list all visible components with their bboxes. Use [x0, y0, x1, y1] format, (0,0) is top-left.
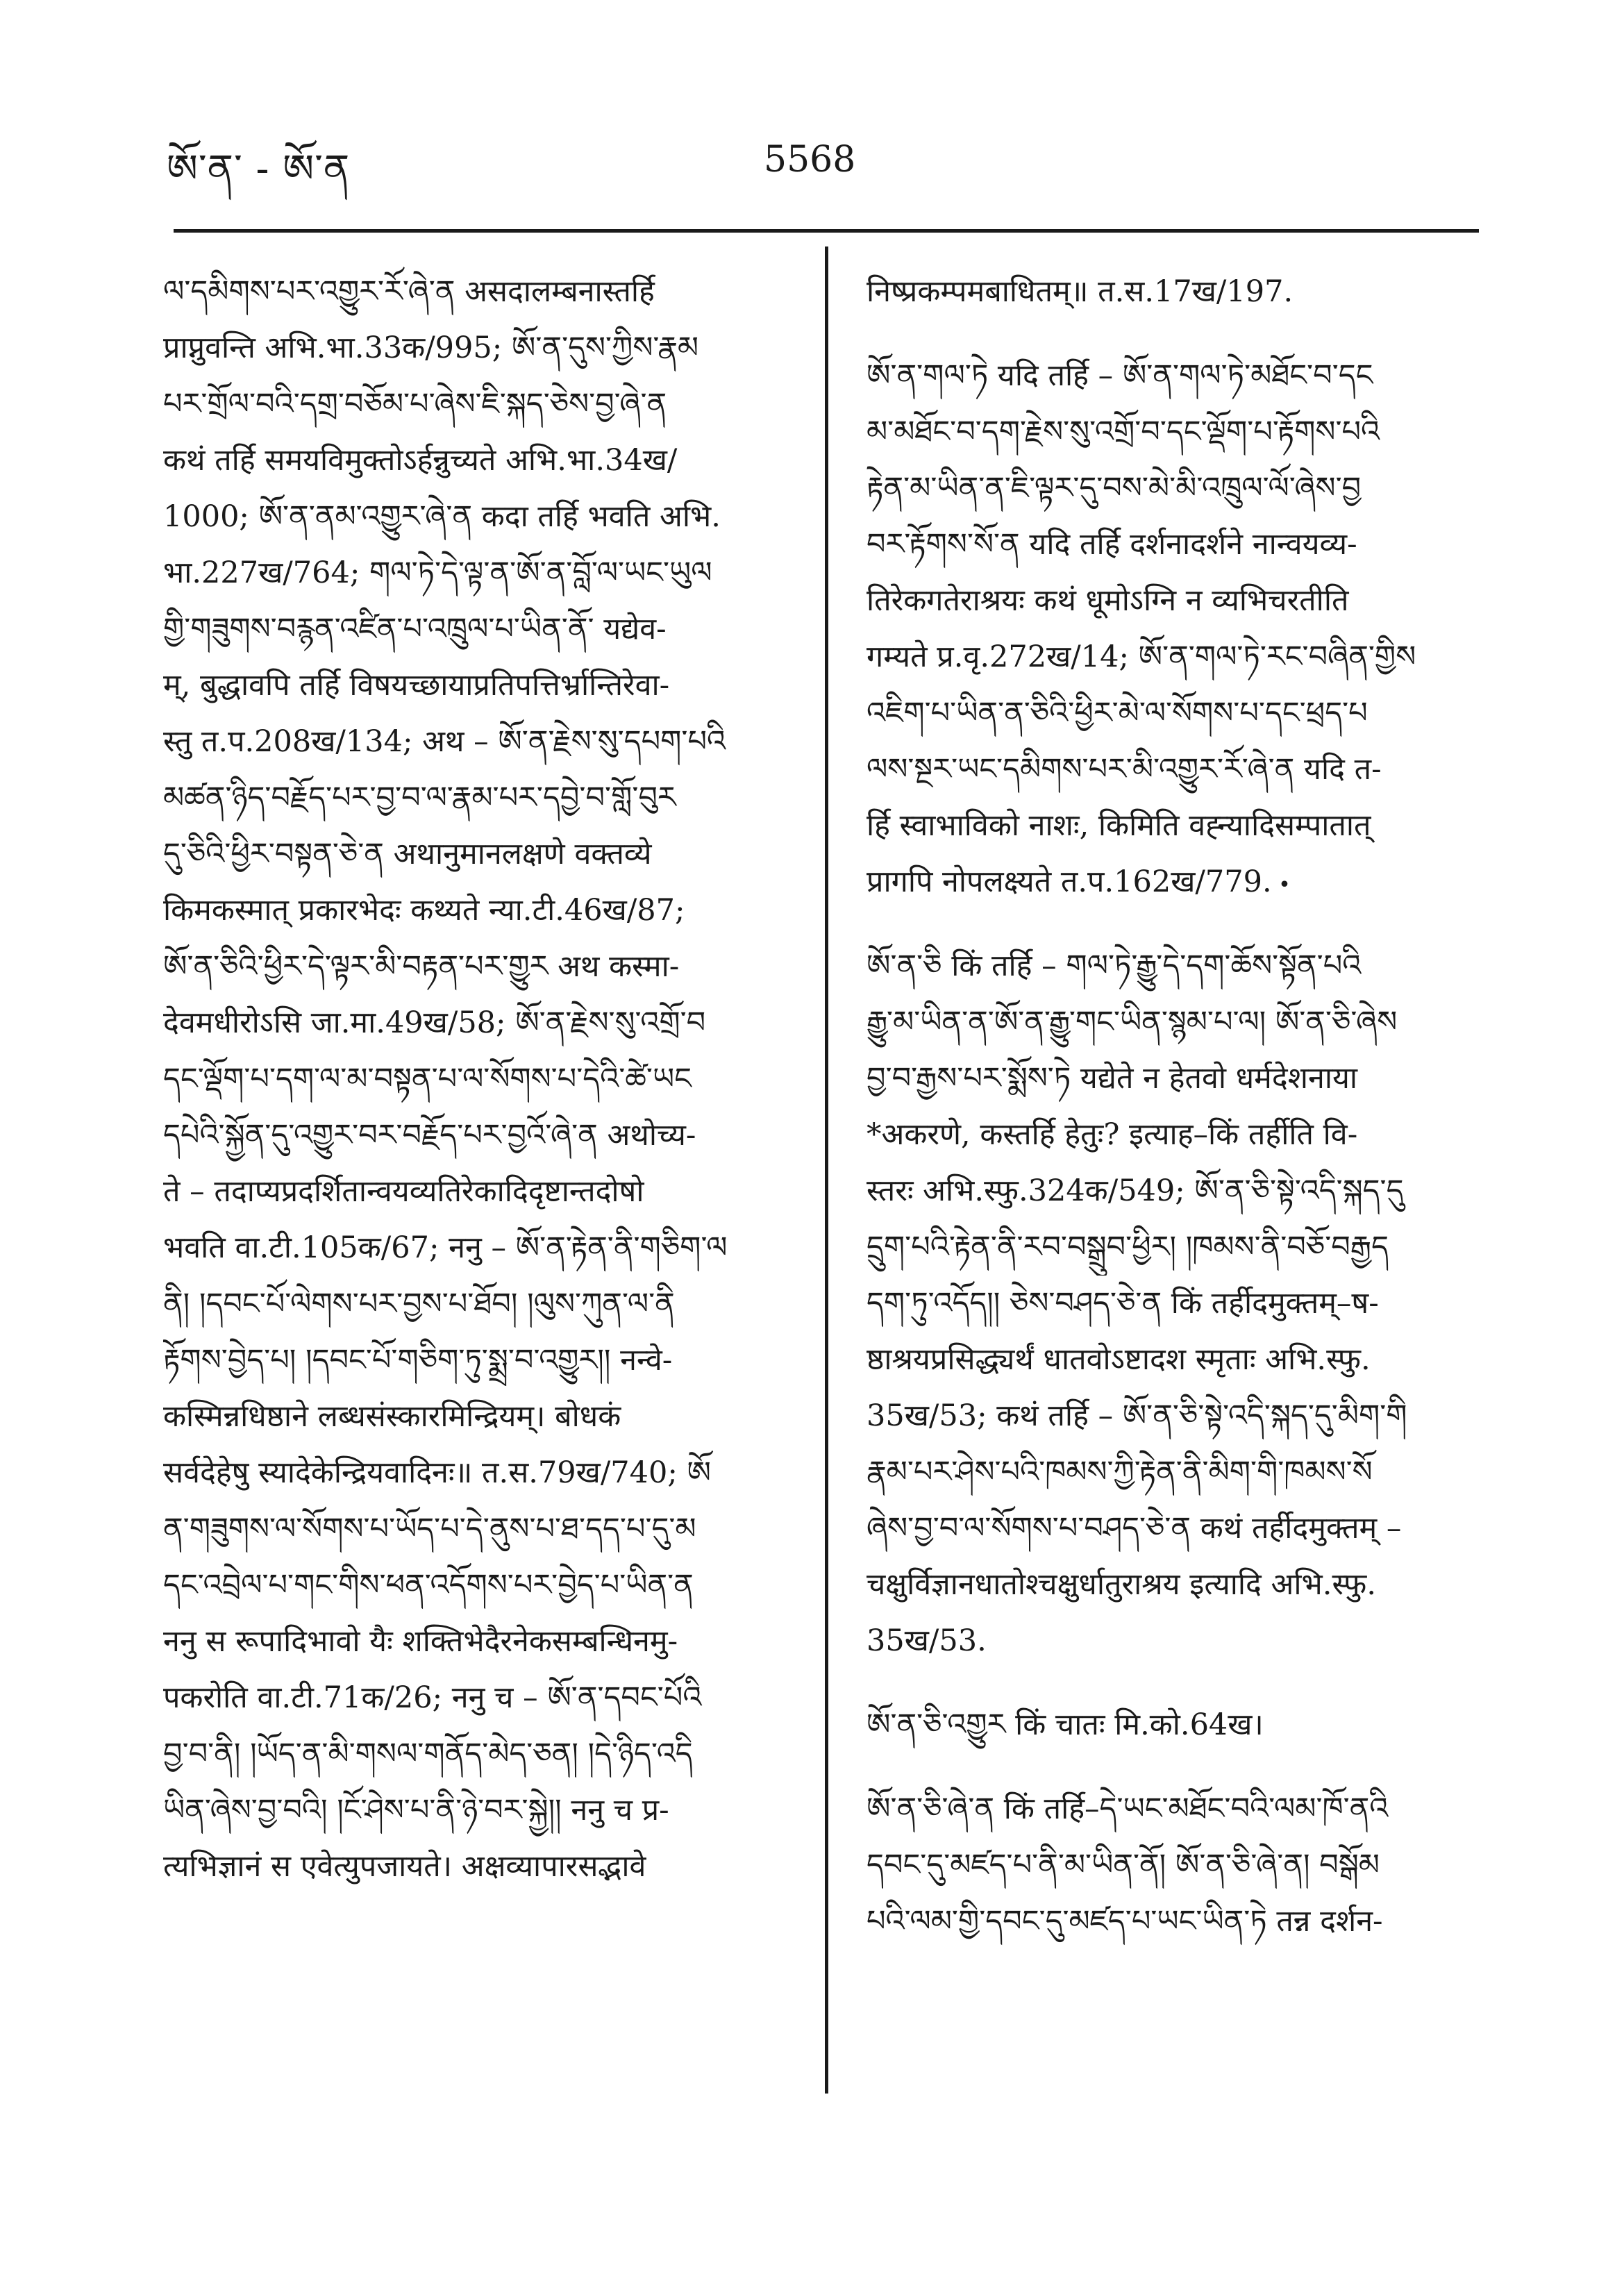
- text-line: ནི། །དབང་པོ་ལེགས་པར་བྱས་པ་ཐོབ། །ལུས་ཀུན་ལ་ནི: [163, 1287, 675, 1321]
- text-line: किमकस्मात् प्रकारभेदः कथ्यते न्या.टी.46ख/87;: [163, 893, 685, 928]
- text-line: निष्प्रकम्पमबाधितम्॥ त.स.17ख/197.: [867, 274, 1294, 309]
- text-line: ཨོ་ན་ཅི་ཞེ་ན किं तर्हि–དེ་ཡང་མཐོང་བའི་ལམ་ཁོ་ནའི: [867, 1791, 1389, 1826]
- header-rule: [174, 229, 1479, 233]
- text-line: *अकरणे, कस्तर्हि हेतुः? इत्याह–किं तर्हीति वि-: [867, 1117, 1358, 1152]
- text-line: भा.227ख/764; གལ་ཏེ་དེ་ལྟ་ན་ཨོ་ན་བློ་ལ་ཡང་ཡུལ: [163, 555, 712, 590]
- paragraph-gap: [867, 1669, 1491, 1697]
- text-line: प्रागपि नोपलक्ष्यते त.प.162ख/779. •: [867, 864, 1291, 899]
- text-line: ལས་སྔར་ཡང་དམིགས་པར་མི་འགྱུར་རོ་ཞེ་ན यदि त-: [867, 752, 1382, 787]
- bullet-mark: •: [1271, 873, 1291, 897]
- text-line: कथं तर्हि समयविमुक्तोऽर्हन्नुच्यते अभि.भा.34ख/: [163, 443, 678, 478]
- page-number: 5568: [764, 139, 856, 181]
- text-line: རྣམ་པར་ཤེས་པའི་ཁམས་ཀྱི་རྟེན་ནི་མིག་གི་ཁམས་སོ: [867, 1455, 1373, 1489]
- paragraph-gap: [867, 320, 1491, 348]
- text-line: པར་གྲོལ་བའི་དགྲ་བཅོམ་པ་ཞེས་ཇི་སྐད་ཅེས་བྱ་ཞེ་ན: [163, 387, 667, 421]
- text-line: མ་མཐོང་བ་དག་རྗེས་སུ་འགྲོ་བ་དང་ལྡོག་པ་རྟོགས་པའི: [867, 415, 1380, 449]
- paragraph-gap: [867, 1753, 1491, 1781]
- text-line: བར་རྟོགས་སོ་ན यदि तर्हि दर्शनादर्शने नान्वयव्य-: [867, 527, 1357, 562]
- text-line: རྟེན་མ་ཡིན་ན་ཇི་ལྟར་དུ་བས་མེ་མི་འཁྲུལ་ལོ་ཞེས་བྱ: [867, 471, 1362, 506]
- text-line: དབང་དུ་མཛད་པ་ནི་མ་ཡིན་ནོ། ཨོ་ན་ཅི་ཞེ་ན། བསྒོམ: [867, 1848, 1380, 1882]
- text-line: गम्यते प्र.वृ.272ख/14; ཨོ་ན་གལ་ཏེ་རང་བཞིན་གྱིས: [867, 640, 1416, 674]
- text-line: དང་ལྡོག་པ་དག་ལ་མ་བསྟན་པ་ལ་སོགས་པ་དེའི་ཚེ་ཡང: [163, 1062, 692, 1096]
- text-line: ཨོ་ན་གལ་ཏེ यदि तर्हि – ཨོ་ན་གལ་ཏེ་མཐོང་བ་དང: [867, 358, 1373, 393]
- text-line: གྱི་གཟུགས་བརྙན་འཛིན་པ་འཁྲུལ་པ་ཡིན་ནོ་ यद्येव-: [163, 612, 667, 646]
- text-line: त्यभिज्ञानं स एवेत्युपजायते। अक्षव्यापारसद्भावे: [163, 1849, 646, 1884]
- text-line: ཡིན་ཞེས་བྱ་བའི། །ངོ་ཤེས་པ་ནི་ཉེ་བར་སྐྱེ།། ननु च प्र-: [163, 1793, 669, 1828]
- text-line: पकरोति वा.टी.71क/26; ननु च – ཨོ་ན་དབང་པོའི: [163, 1680, 702, 1715]
- text-line: ལ་དམིགས་པར་འགྱུར་རོ་ཞེ་ན असदालम्बनास्तर्हि: [163, 274, 655, 309]
- text-line: ननु स रूपादिभावो यैः शक्तिभेदैरनेकसम्बन्धिनमु-: [163, 1624, 678, 1659]
- left-column: [163, 264, 788, 1895]
- text-line: ན་གཟུགས་ལ་སོགས་པ་ཡོད་པ་དེ་ནུས་པ་ཐ་དད་པ་དུ་མ: [163, 1512, 696, 1546]
- text-line: प्राप्नुवन्ति अभि.भा.33क/995; ཨོ་ན་དུས་ཀྱིས་རྣམ: [163, 331, 699, 365]
- text-line: चक्षुर्विज्ञानधातोश्चक्षुर्धातुराश्रय इत्यादि अभि.स्फु.: [867, 1567, 1376, 1602]
- text-line: རྟོགས་བྱེད་པ། །དབང་པོ་གཅིག་ཏུ་སྨྲ་བ་འགྱུར།། नन्वे-: [163, 1343, 673, 1378]
- text-line: देवमधीरोऽसि जा.मा.49ख/58; ཨོ་ན་རྗེས་སུ་འགྲོ་བ: [163, 1005, 706, 1040]
- text-line: ष्ठाश्रयप्रसिद्ध्यर्थं धातवोऽष्टादश स्मृताः अभि.स्फु.: [867, 1342, 1371, 1377]
- text-line: तिरेकगतेराश्रयः कथं धूमोऽग्नि न व्यभिचरतीति: [867, 583, 1349, 618]
- text-line: དཔེའི་སྐྱོན་དུ་འགྱུར་བར་བརྗོད་པར་བྱའོ་ཞེ་ན अथोच्य-: [163, 1118, 696, 1153]
- text-line: कस्मिन्नधिष्ठाने लब्धसंस्कारमिन्द्रियम्। बोधकं: [163, 1399, 621, 1434]
- column-divider: [825, 247, 828, 2094]
- text-line: རྒྱུ་མ་ཡིན་ན་ཨོ་ན་རྒྱུ་གང་ཡིན་སྙམ་པ་ལ། ཨོ་ན་ཅི་ཞེས: [867, 1005, 1398, 1039]
- text-line: 1000; ཨོ་ན་ནམ་འགྱུར་ཞེ་ན कदा तर्हि भवति अभि.: [163, 499, 721, 534]
- text-line: भवति वा.टी.105क/67; ननु – ཨོ་ན་རྟེན་ནི་གཅིག་ལ: [163, 1230, 728, 1265]
- right-column: [867, 264, 1491, 1950]
- text-line: स्तरः अभि.स्फु.324क/549; ཨོ་ན་ཅི་སྟེ་འདི་སྐད་དུ: [867, 1173, 1404, 1208]
- text-line: म्, बुद्धावपि तर्हि विषयच्छायाप्रतिपत्तिर्भ्रान्तिरेवा-: [163, 668, 670, 703]
- text-line: ཨོ་ན་ཅི་འགྱུར किं चातः मि.को.64ख।: [867, 1707, 1264, 1742]
- text-line: མཚན་ཉིད་བརྗོད་པར་བྱ་བ་ལ་རྣམ་པར་དབྱེ་བ་གློ་བུར: [163, 780, 676, 815]
- text-line: བྱ་བ་རྒྱས་པར་སྨོས་ཏེ यद्येते न हेतवो धर्मदेशनाया: [867, 1061, 1358, 1096]
- text-line: 35ख/53; कथं तर्हि – ཨོ་ན་ཅི་སྟེ་འདི་སྐད་དུ་མིག་གི: [867, 1398, 1407, 1433]
- text-line: དང་འབྲེལ་པ་གང་གིས་ཕན་འདོགས་པར་བྱེད་པ་ཡིན་ན: [163, 1568, 694, 1603]
- text-line: ཨོ་ན་ཅིའི་ཕྱིར་དེ་ལྟར་མི་བརྟན་པར་གྱུར अथ कस्मा-: [163, 949, 680, 984]
- paragraph-gap: [867, 910, 1491, 938]
- text-line: ཨོ་ན་ཅི किं तर्हि – གལ་ཏེ་རྒྱུ་དེ་དག་ཆོས་སྟོན་པའི: [867, 949, 1362, 983]
- text-line: सर्वदेहेषु स्यादेकेन्द्रियवादिनः॥ त.स.79ख/740; ཨོ: [163, 1455, 711, 1490]
- text-line: དུ་ཅིའི་ཕྱིར་བསྟན་ཅེ་ན अथानुमानलक्षणे वक्तव्ये: [163, 837, 652, 871]
- text-line: དག་ཏུ་འདོད།། ཅེས་བཤད་ཅེ་ན किं तर्हीदमुक्तम्–ष-: [867, 1286, 1379, 1321]
- text-line: དྲུག་པའི་རྟེན་ནི་རབ་བསྒྲུབ་ཕྱིར། །ཁམས་ནི་བཅོ་བརྒྱད: [867, 1230, 1389, 1264]
- text-line: ते – तदाप्यप्रदर्शितान्वयव्यतिरेकादिदृष्टान्तदोषो: [163, 1174, 644, 1209]
- text-line: ཞེས་བྱ་བ་ལ་སོགས་པ་བཤད་ཅེ་ན कथं तर्हीदमुक्तम् –: [867, 1511, 1402, 1546]
- text-line: འཇིག་པ་ཡིན་ན་ཅིའི་ཕྱིར་མེ་ལ་སོགས་པ་དང་ཕྲད་པ: [867, 696, 1368, 730]
- text-line: པའི་ལམ་གྱི་དབང་དུ་མཛད་པ་ཡང་ཡིན་ཏེ तन्न दर्शन-: [867, 1904, 1383, 1939]
- text-line: བྱ་བ་ནི། །ཡོད་ན་མི་གསལ་གནོད་མེད་ཅན། །དེ་ཉིད་འདི: [163, 1737, 693, 1771]
- text-line: स्तु त.प.208ख/134; अथ – ཨོ་ན་རྗེས་སུ་དཔག་པའི: [163, 724, 726, 759]
- text-line: 35ख/53.: [867, 1623, 987, 1658]
- text-line: र्हि स्वाभाविको नाशः, किमिति वह्न्यादिसम्पातात्: [867, 808, 1371, 843]
- running-head: ཨོ་ན་ - ཨོ་ན: [167, 147, 351, 192]
